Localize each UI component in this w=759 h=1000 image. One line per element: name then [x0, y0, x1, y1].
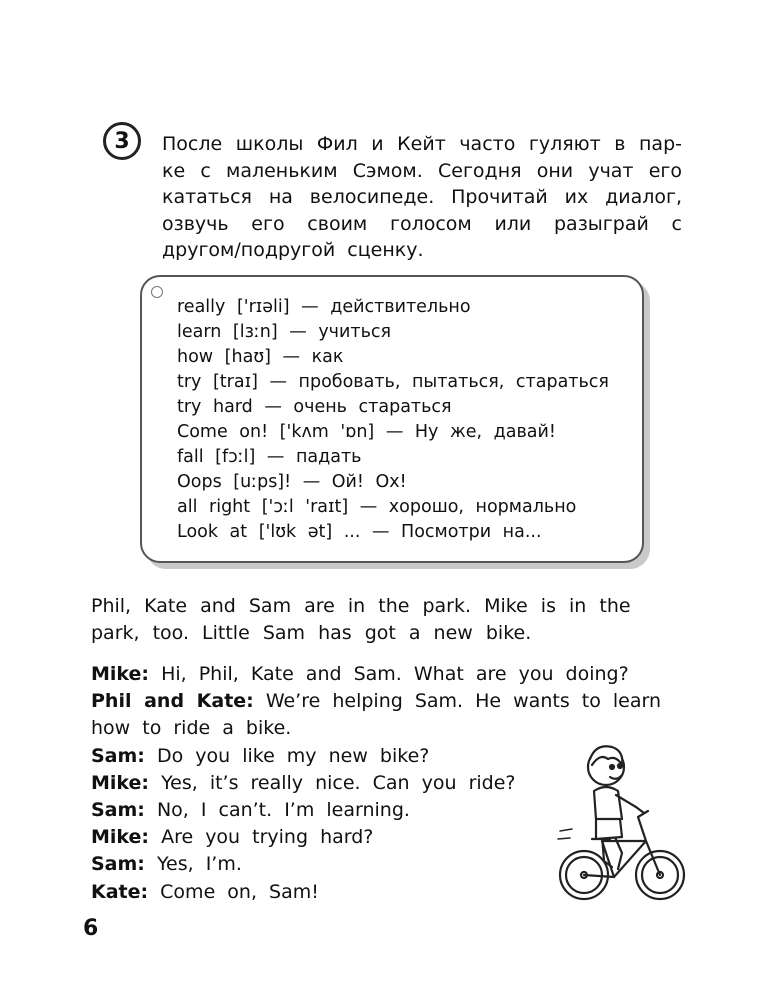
boy-on-bicycle-icon [552, 735, 692, 905]
vocab-item: Look at ['lʊk ət] ... — Посмотри на... [177, 522, 542, 542]
speaker-name: Mike: [91, 826, 150, 849]
task-instructions [162, 131, 682, 264]
task-line: озвучь его своим голосом или разыграй с [162, 212, 682, 235]
circle-icon [151, 286, 163, 298]
task-number-badge [103, 122, 141, 160]
vocab-item: learn [lɜːn] — учиться [177, 322, 392, 342]
task-line: другом/подругой сценку. [162, 239, 424, 261]
task-line: кататься на велосипеде. Прочитай их диалог, [162, 186, 682, 208]
task-number: 3 [114, 128, 130, 154]
task-line: После школы Фил и Кейт часто гуляют в пар- [162, 133, 682, 155]
intro-line: park, too. Little Sam has got a new bike. [91, 622, 532, 644]
dialog-text: Do you like my new bike? [144, 744, 430, 767]
dialog-text: Hi, Phil, Kate and Sam. What are you doing? [149, 663, 629, 685]
speaker-name: Sam: [91, 744, 145, 767]
speaker-name: Phil and Kate: [91, 690, 254, 713]
vocab-item: fall [fɔːl] — падать [177, 447, 362, 467]
vocab-item: try hard — очень стараться [177, 397, 452, 417]
dialog-text: Are you trying hard? [149, 826, 374, 849]
speaker-name: Kate: [91, 880, 149, 903]
speaker-name: Sam: [91, 799, 145, 822]
intro-paragraph [91, 593, 661, 647]
dialog-text: Yes, I’m. [144, 853, 242, 876]
dialog-text: Yes, it’s really nice. Can you ride? [149, 771, 516, 794]
task-line: ке с маленьким Сэмом. Сегодня они учат его [162, 159, 682, 182]
vocab-item: how [haʊ] — как [177, 347, 344, 367]
vocabulary-box [140, 275, 644, 563]
speaker-name: Mike: [91, 663, 150, 685]
speaker-name: Mike: [91, 771, 150, 794]
intro-line: Phil, Kate and Sam are in the park. Mike is in the [91, 595, 631, 617]
dialog-text: Come on, Sam! [148, 880, 319, 903]
page-number: 6 [83, 916, 99, 941]
vocab-item: really ['rɪəli] — действительно [177, 297, 471, 317]
vocab-item: Come on! ['kʌm 'ɒn] — Ну же, давай! [177, 422, 556, 442]
vocab-item: Oops [uːps]! — Ой! Ох! [177, 472, 407, 492]
vocab-item: all right ['ɔːl 'raɪt] — хорошо, нормально [177, 497, 577, 517]
dialog-text: No, I can’t. I’m learning. [144, 799, 410, 822]
dialog-line [91, 661, 691, 688]
vocab-item: try [traɪ] — пробовать, пытаться, стараться [177, 372, 609, 392]
speaker-name: Sam: [91, 853, 145, 876]
dialog-text: We’re helping Sam. He wants to learn how to ride a bike. [91, 690, 662, 740]
vocabulary-list [177, 295, 609, 545]
